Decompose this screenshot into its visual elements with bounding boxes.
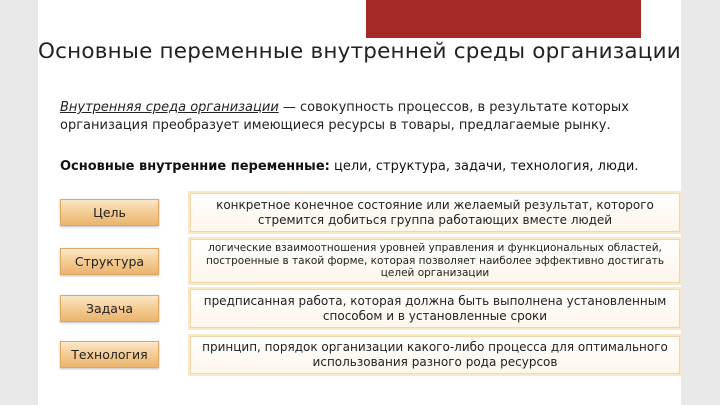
intro-paragraph	[60, 99, 680, 135]
term-structure: Структура	[60, 248, 159, 275]
variables-label: Основные внутренние переменные:	[60, 159, 330, 174]
variables-line	[60, 158, 680, 176]
description-task: предписанная работа, которая должна быть выполнена установленным способом и в установленные сроки	[190, 289, 680, 328]
term-task: Задача	[60, 295, 159, 322]
variables-list: цели, структура, задачи, технология, люди.	[329, 159, 639, 174]
variable-row-technology	[60, 336, 678, 378]
slide-title: Основные переменные внутренней среды организации	[38, 39, 681, 64]
term-technology: Технология	[60, 341, 159, 368]
variable-row-goal	[60, 187, 678, 237]
intro-definition: — совокупность процессов, в результате которых организация преобразует имеющиеся ресурсы в товары, предлагаемые рынку.	[60, 100, 629, 133]
description-technology: принцип, порядок организации какого-либо процесса для оптимального использования разного рода ресурсов	[190, 336, 680, 374]
term-goal: Цель	[60, 199, 159, 226]
variable-row-task	[60, 289, 678, 329]
description-structure: логические взаимоотношения уровней управления и функциональных областей, построенные в такой форме, которая позволяет наиболее эффективно достигать целей организации	[190, 239, 680, 283]
accent-bar	[366, 0, 641, 38]
intro-term: Внутренняя среда организации	[60, 100, 279, 115]
variable-row-structure	[60, 237, 678, 283]
description-goal: конкретное конечное состояние или желаемый результат, которого стремится добиться группа работающих вместе людей	[190, 193, 680, 232]
